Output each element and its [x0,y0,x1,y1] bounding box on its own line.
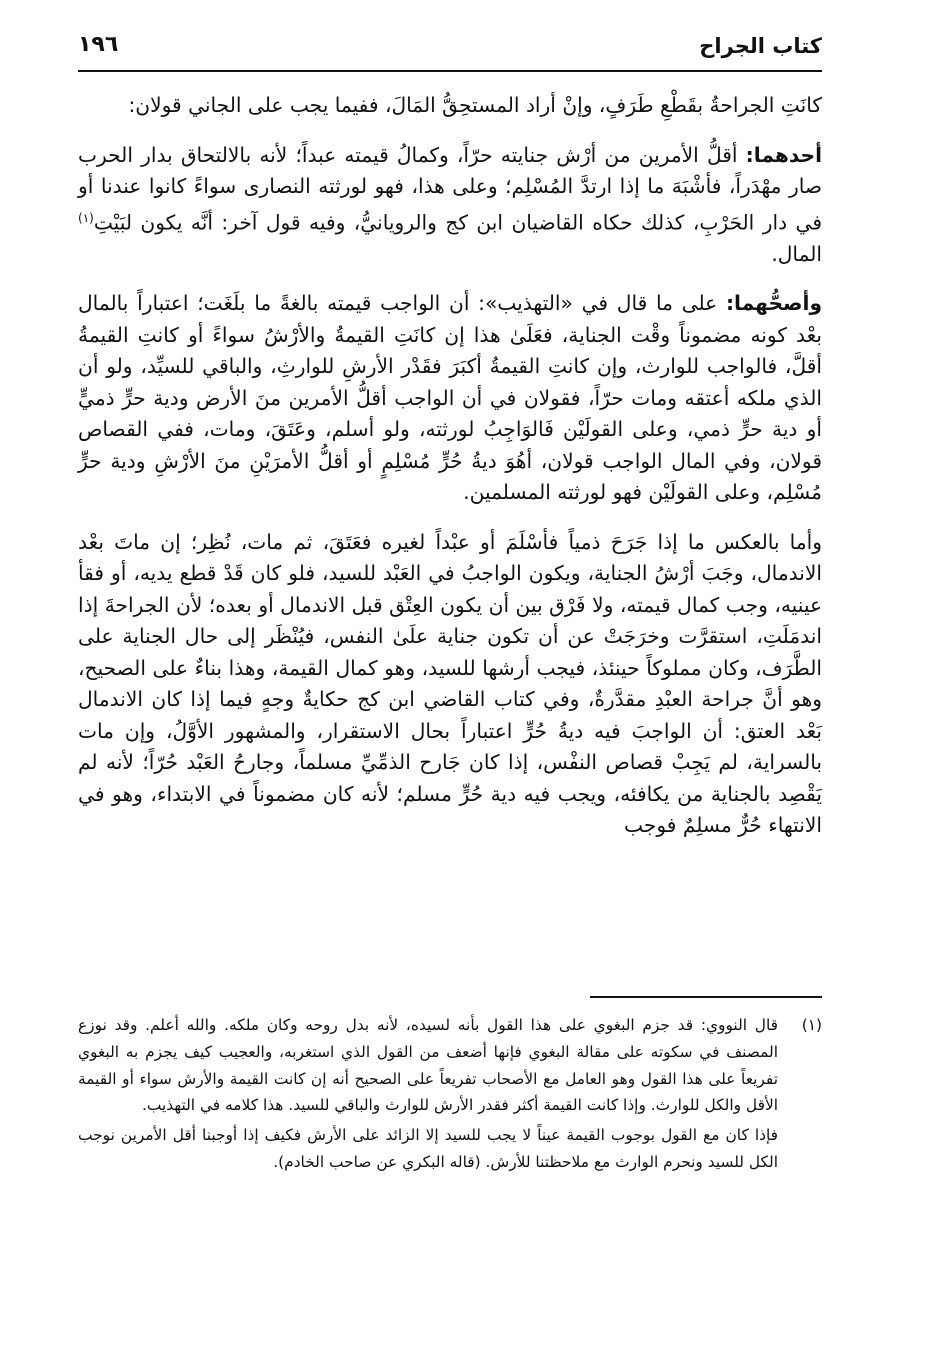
footnote-reference[interactable]: (١) [78,210,94,225]
running-header [78,30,822,72]
footnotes [78,1012,822,1179]
paragraph-1 [78,90,822,122]
paragraph-2-text: أقلُّ الأمرين من أرْش جنايته حرّاً، وكمالُ قيمته عبداً؛ لأنه بالالتحاق بدار الحرب صار مهْدَراً، فأشْبَهَ ما إذا ارتدَّ المُسْلِم؛ وعلى هذا، فهو لورثته النصارى سواءً كانوا عندنا أو في دار الحَرْبِ، كذلك حكاه القاضيان ابن كج والرويانيُّ، وفيه قول آخر: أنَّه يكون لبَيْتِ [78,142,822,235]
book-title: كتاب الجراح [699,34,822,58]
paragraph-3 [78,288,822,509]
footnote-separator [590,996,822,998]
paragraph-2-end: المال. [771,241,822,266]
footnote-paragraph-2: فإذا كان مع القول بوجوب القيمة عيناً لا يجب للسيد إلا الزائد على الأرش فكيف إذا أوجبنا أقل الأمرين نوجب الكل للسيد ونحرم الوارث مع ملاحظتنا للأرش. (قاله البكري عن صاحب الخادم). [78,1126,778,1171]
paragraph-3-text: على ما قال في «التهذيب»: أن الواجب قيمته بالغةً ما بلَغَت؛ اعتباراً بالمال بعْد كونه مضموناً وقْت الجناية، فعَلَىٰ هذا إن كانَتِ القيمةُ والأرْشُ سواءً أو كانتِ القيمةُ أقلَّ، فالواجب للوارث، وإن كانتِ القيمةُ أكبَرَ فقَدْر الأرشِ للوارثِ، والباقي للسيِّد، ولو أن الذي ملكه أعتقه ومات حرّاً، فقولان في أن الواجب أقلُّ الأمرين منَ الأرض ودية حرٍّ ذميٍّ أو دية حرٍّ ذمي، وعلى القولَيْن فَالوَاجِبُ لورثته، ولو أسلم، وعَتَقَ، ومات، ففي القصاص قولان، وفي المال الواجب قولان، أهُوَ ديةُ حُرٍّ مُسْلِمٍ أو أقلُّ الأمرَيْنِ منَ الأرْشِ ودية حرٍّ مُسْلِم، وعلى القولَيْن فهو لورثته المسلمين. [78,291,822,505]
paragraph-1-text: كانَتِ الجراحةُ بقَطْعِ طَرَفٍ، وإنْ أراد المستحِقُّ المَالَ، ففيما يجب على الجاني قولان: [128,93,822,117]
paragraph-2-lead: أحدهما: [745,142,822,167]
footnote-1 [78,1012,822,1176]
page-number: ١٩٦ [78,32,119,57]
paragraph-3-lead: وأصحُّهما: [725,291,822,316]
paragraph-4 [78,527,822,842]
paragraph-2 [78,140,822,271]
main-text [78,90,822,856]
footnote-paragraph-1: قال النووي: قد جزم البغوي على هذا القول بأنه لسيده، لأنه بدل روحه وكان ملكه. والله أعلم. وقد نوزع المصنف في سكوته على مقالة البغوي فإنها أضعف من القول الذي استغربه، والعجيب كيف يجزم به البغوي تفريعاً على هذا القول وهو العامل مع الأصحاب تفريعاً على الصحيح أنه إن كانت القيمة والأرش سواء أو القيمة الأقل والكل للوارث. وإذا كانت القيمة أكثر فقدر الأرش للوارث والباقي للسيد. هذا كلامه في التهذيب. [78,1016,778,1115]
footnote-number: (١) [801,1016,822,1034]
paragraph-4-text: وأما بالعكس ما إذا جَرَحَ ذمياً فأسْلَمَ أو عبْداً لغيره فعَتَقَ، ثم مات، نُظِر؛ إن ماتَ بعْد الاندمال، وجَبَ أرْشُ الجناية، ويكون الواجبُ في العَبْد للسيد، فلو كان قَدْ قطع يديه، أو فقأ عينيه، وجب كمال قيمته، ولا فَرْق بين أن يكون العِتْق قبل الاندمال أو بعده؛ لأن الجراحةَ إذا اندمَلَتِ، استقرَّت وخرَجَتْ عن أن تكون جناية علَىٰ النفس، فيُنْظَر إلى حال الجناية على الطَّرَف، وكان مملوكاً حينئذ، فيجب أرشها للسيد، وهو كمال القيمة، وهذا بناءٌ على الصحيح، وهو أنَّ جراحة العبْدِ مقدَّرةٌ، وفي كتاب القاضي ابن كج حكايةٌ وجهٍ فيما إذا كان الاندمال بَعْد العتق: أن الواجبَ فيه ديةُ حُرٍّ اعتباراً بحال الاستقرار، والمشهور الأوَّلُ، وإن مات بالسراية، لم يَجِبْ قصاص النفْس، إذا كان جَارح الذمِّيِّ مسلماً، وجارحُ العَبْد حُرّاً؛ لأنه لم يَقْصِد بالجناية من يكافئه، ويجب فيه دية حُرٍّ مسلم؛ لأنه كان مضموناً في الابتداء، وهو في الانتهاء حُرٌّ مسلِمٌ فوجب [78,529,822,838]
